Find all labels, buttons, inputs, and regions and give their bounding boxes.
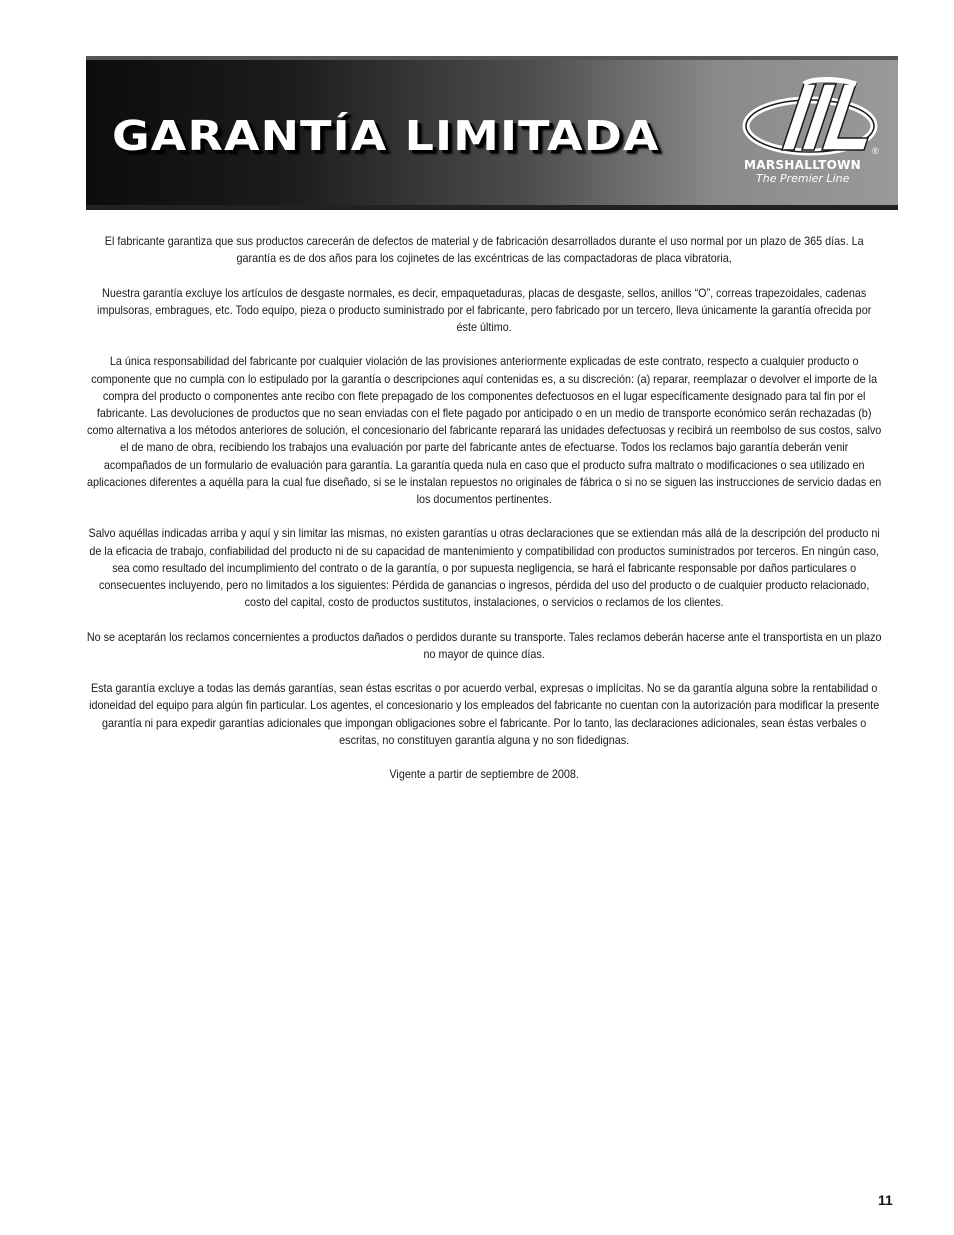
warranty-paragraph-5: No se aceptarán los reclamos concernientes a productos dañados o perdidos durante su transporte. Tales reclamos deberán hacerse ante el transportista en un plazo no mayor de quince días. [86,629,882,661]
effective-date: Vigente a partir de septiembre de 2008. [389,767,579,782]
logo-tagline: The Premier Line [756,172,850,185]
banner-bottom-border [86,205,898,210]
page-number: 11 [878,1192,893,1208]
banner-top-border [86,56,898,60]
registered-mark: ® [872,146,879,156]
header-banner [86,56,898,210]
marshalltown-logo [736,76,886,191]
logo-brand-name: MARSHALLTOWN [744,158,862,172]
logo-emblem-icon [742,76,878,156]
warranty-paragraph-1: El fabricante garantiza que sus productos carecerán de defectos de material y de fabricación desarrollados durante el uso normal por un plazo de 365 días. La garantía es de dos años para los cojinetes de las excéntricas de las compactadoras de placa vibratoria, [104,234,864,266]
warranty-paragraph-4: Salvo aquéllas indicadas arriba y aquí y sin limitar las mismas, no existen garantías u otras declaraciones que se extiendan más allá de la descripción del producto ni de la eficacia de trabajo, confiabilidad del producto ni de su capacidad de mantenimiento y compatibilidad con productos suministrados por terceros. En ningún caso, sea como resultado del incumplimiento del contrato o de la garantía, o por supuesta negligencia, se hará el fabricante responsable por daños particulares o consecuentes incluyendo, pero no limitados a los siguientes: Pérdida de ganancias o ingresos, pérdida del uso del producto o de cualquier producto relacionado, costo del capital, costo de productos sustitutos, instalaciones, o servicios o reclamos de los clientes. [88,526,880,610]
warranty-paragraph-3: La única responsabilidad del fabricante por cualquier violación de las provisiones anteriormente explicadas de este contrato, respecto a cualquier producto o componente que no cumpla con lo estipulado por la garantía o descripciones aquí contenidas es, a su discreción: (a) reparar, reemplazar o devolver el importe de la compra del producto o componentes ante recibo con flete prepagado de los componentes defectuosos en el lugar específicamente designado para tal fin por el fabricante. Las devoluciones de productos que no sean enviadas con el flete pagado por anticipado o en un medio de transporte económico serán rechazadas (b) como alternativa a los métodos anteriores de solución, el concesionario del fabricante reparará las unidades defectuosas y recibirá un reembolso de sus costos, salvo el de mano de obra, recibiendo los trabajos una evaluación por parte del fabricante antes de efectuarse. Todos los reclamos bajo garantía deberán venir acompañados de un formulario de evaluación para garantía. La garantía queda nula en caso que el producto sufra maltrato o modificaciones o sea utilizado en aplicaciones diferentes a aquélla para la cual fue diseñado, si se le instalan repuestos no originales de fábrica o si no se siguen las instrucciones de servicio dadas en los documentos pertinentes. [86,354,882,507]
warranty-text [86,233,882,801]
warranty-paragraph-2: Nuestra garantía excluye los artículos de desgaste normales, es decir, empaquetaduras, placas de desgaste, sellos, anillos “O”, correas trapezoidales, cadenas impulsoras, embragues, etc. Todo equipo, pieza o producto suministrado por el fabricante, pero fabricado por un tercero, lleva únicamente la garantía ofrecida por éste último. [96,285,872,334]
warranty-paragraph-6: Esta garantía excluye a todas las demás garantías, sean éstas escritas o por acuerdo verbal, expresas o implícitas. No se da garantía alguna sobre la rentabilidad o idoneidad del equipo para algún fin particular. Los agentes, el concesionario y los empleados del fabricante no cuentan con la autorización para modificar la presente garantía ni para expedir garantías adicionales que impongan obligaciones sobre el fabricante. Por lo tanto, las declaraciones adicionales, sean éstas verbales o escritas, no constituyen garantía alguna y no son fidedignas. [88,681,880,747]
page-title: GARANTÍA LIMITADA [112,112,660,160]
